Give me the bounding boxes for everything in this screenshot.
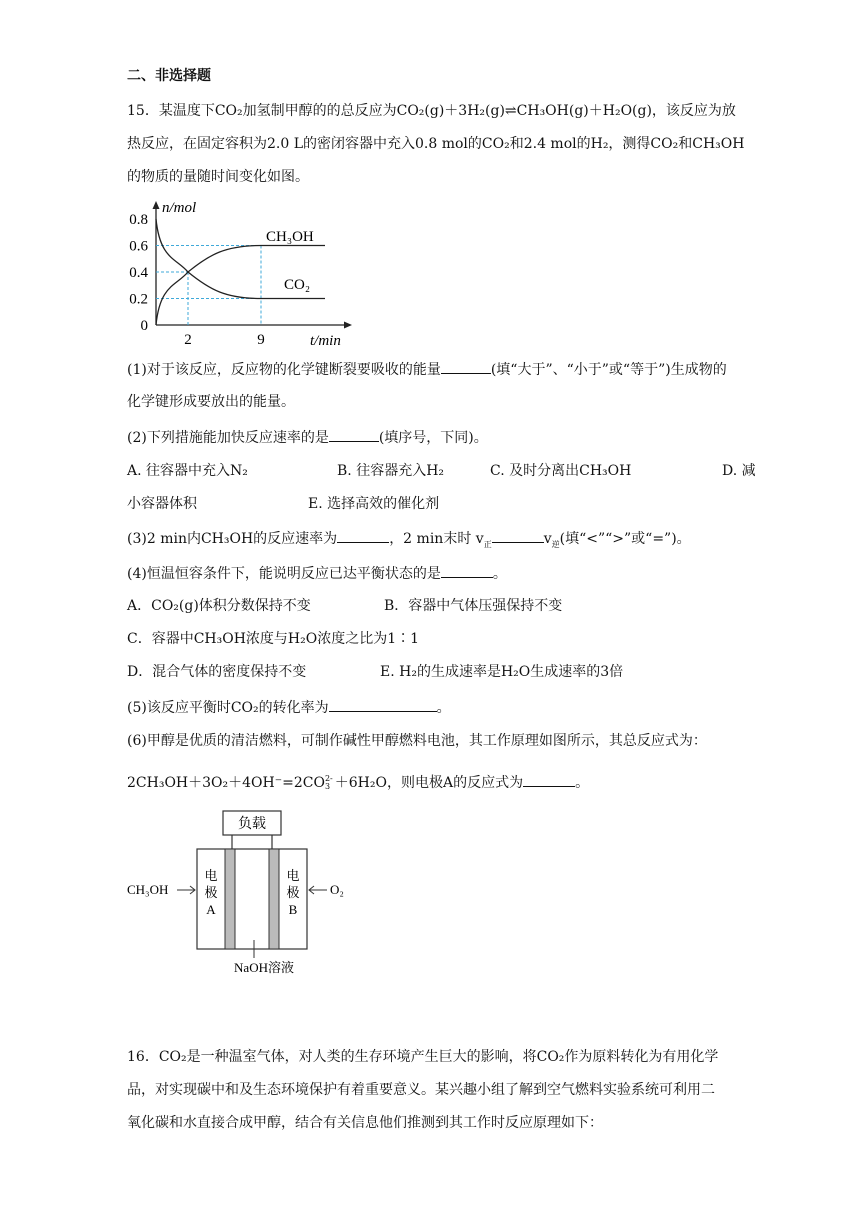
series-label-ch3oh: CH₃OH <box>266 229 314 245</box>
q16-line3: 氧化碳和水直接合成甲醇，结合有关信息他们推测到其工作时反应原理如下： <box>127 1115 603 1131</box>
q15-4-option-b: B．容器中气体压强保持不变 <box>384 598 563 614</box>
q15-2-text2: (填序号，下同)。 <box>378 430 488 446</box>
q15-5-end: 。 <box>436 700 451 716</box>
electrode-a-char2: 极 <box>204 885 218 900</box>
y-axis-arrow-icon <box>153 201 160 209</box>
carbonate-subscript: 3 <box>324 782 331 791</box>
electrode-b-char3: B <box>288 902 298 917</box>
carbonate-charge-group <box>325 775 333 791</box>
q15-2-option-e: E. 选择高效的催化剂 <box>308 496 440 512</box>
x-axis-arrow-icon <box>344 322 352 329</box>
q15-6-line2 <box>127 772 589 793</box>
q15-stem-line2: 热反应，在固定容积为2.0 L的密闭容器中充入0.8 mol的CO₂和2.4 mol的H₂，测得CO₂和CH₃OH <box>127 136 745 152</box>
q15-3-line <box>127 528 691 555</box>
fuel-cell-diagram <box>124 808 360 978</box>
q15-4-option-e: E. H₂的生成速率是H₂O生成速率的3倍 <box>380 664 624 680</box>
q15-3-text4: (填“<”“>”或“=”)。 <box>559 531 691 547</box>
q15-4-text: (4)恒温恒容条件下，能说明反应已达平衡状态的是 <box>127 566 441 582</box>
input-methanol: CH₃OH <box>127 882 169 897</box>
q15-5-line <box>127 697 451 718</box>
load-label: 负载 <box>238 817 266 832</box>
q15-1-text2: (填“大于”、“小于”或“等于”)生成物的 <box>490 362 727 378</box>
electrode-a-plate <box>225 849 235 949</box>
q15-2-option-a: A. 往容器中充入N₂ <box>127 463 248 479</box>
carbonate-charge: 2- <box>324 774 333 783</box>
y-tick-label: 0.2 <box>129 291 148 308</box>
q15-1-text: (1)对于该反应，反应物的化学键断裂要吸收的能量 <box>127 362 441 378</box>
y-tick-label: 0.6 <box>129 238 148 255</box>
answer-blank[interactable] <box>492 528 544 543</box>
q16-line2: 品，对实现碳中和及生态环境保护有着重要意义。某兴趣小组了解到空气燃料实验系统可利用二 <box>127 1082 715 1098</box>
answer-blank[interactable] <box>329 697 437 712</box>
q16-line1: 16．CO₂是一种温室气体，对人类的生存环境产生巨大的影响，将CO₂作为原料转化为有用化学 <box>127 1049 719 1065</box>
answer-blank[interactable] <box>523 772 575 787</box>
answer-blank[interactable] <box>441 563 493 578</box>
y-axis-label: n/mol <box>162 200 197 216</box>
electrode-b-char1: 电 <box>286 868 300 883</box>
subscript-forward: 正 <box>483 539 492 549</box>
x-axis-label: t/min <box>310 333 341 349</box>
q15-4-option-a: A．CO₂(g)体积分数保持不变 <box>127 598 311 614</box>
electrode-b-char2: 极 <box>286 885 300 900</box>
q15-2-text: (2)下列措施能加快反应速率的是 <box>127 430 329 446</box>
q15-3-text: (3)2 min内CH₃OH的反应速率为 <box>127 531 338 547</box>
q15-4-end: 。 <box>492 566 507 582</box>
input-oxygen: O₂ <box>330 882 344 897</box>
answer-blank[interactable] <box>329 427 379 442</box>
q15-6-line1: (6)甲醇是优质的清洁燃料，可制作碱性甲醇燃料电池，其工作原理如图所示，其总反应式为： <box>127 733 707 749</box>
q15-6-end: 。 <box>575 775 590 791</box>
electrolyte-label: NaOH溶液 <box>234 960 294 975</box>
electrode-a-char1: 电 <box>204 868 218 883</box>
q15-2-option-d-part2: 小容器体积 <box>127 496 197 512</box>
q15-2-option-b: B. 往容器充入H₂ <box>337 463 445 479</box>
q15-5-text: (5)该反应平衡时CO₂的转化率为 <box>127 700 329 716</box>
q15-6-eq-post: ＋6H₂O，则电极A的反应式为 <box>334 775 524 791</box>
subscript-reverse: 逆 <box>551 539 560 549</box>
q15-1-line1 <box>127 359 727 380</box>
x-tick-label: 9 <box>257 332 265 348</box>
q15-4-line <box>127 563 507 584</box>
q15-stem-line3: 的物质的量随时间变化如图。 <box>127 169 309 185</box>
q15-2-option-c: C. 及时分离出CH₃OH <box>490 463 632 479</box>
q15-6-eq-pre: 2CH₃OH＋3O₂＋4OH⁻=2 <box>127 775 303 791</box>
y-tick-label: 0 <box>140 318 148 334</box>
answer-blank[interactable] <box>337 528 389 543</box>
q15-stem-line1: 15．某温度下CO₂加氢制甲醇的的总反应为CO₂(g)＋3H₂(g)⇌CH₃OH(g)＋H₂O(g)，该反应为放 <box>127 103 736 119</box>
q15-3-text2: ，2 min末时 v <box>389 531 484 547</box>
electrode-a-char3: A <box>206 902 216 917</box>
y-tick-label: 0.4 <box>129 265 148 281</box>
answer-blank[interactable] <box>441 359 491 374</box>
q15-3-text3: v <box>543 531 552 547</box>
series-label-co2: CO₂ <box>284 277 311 293</box>
mol-time-chart <box>120 193 360 355</box>
y-tick-label: 0.8 <box>129 212 148 228</box>
q15-1-line2: 化学键形成要放出的能量。 <box>127 394 295 410</box>
section-title: 二、非选择题 <box>127 68 211 84</box>
q15-4-option-c: C．容器中CH₃OH浓度与H₂O浓度之比为1∶1 <box>127 631 420 647</box>
q15-2-option-d-part1: D. 减 <box>722 463 756 479</box>
x-tick-label: 2 <box>184 332 192 348</box>
q15-4-option-d: D．混合气体的密度保持不变 <box>127 664 307 680</box>
carbonate-ion: CO <box>302 775 325 791</box>
electrode-b-plate <box>269 849 279 949</box>
q15-2-line <box>127 427 488 448</box>
